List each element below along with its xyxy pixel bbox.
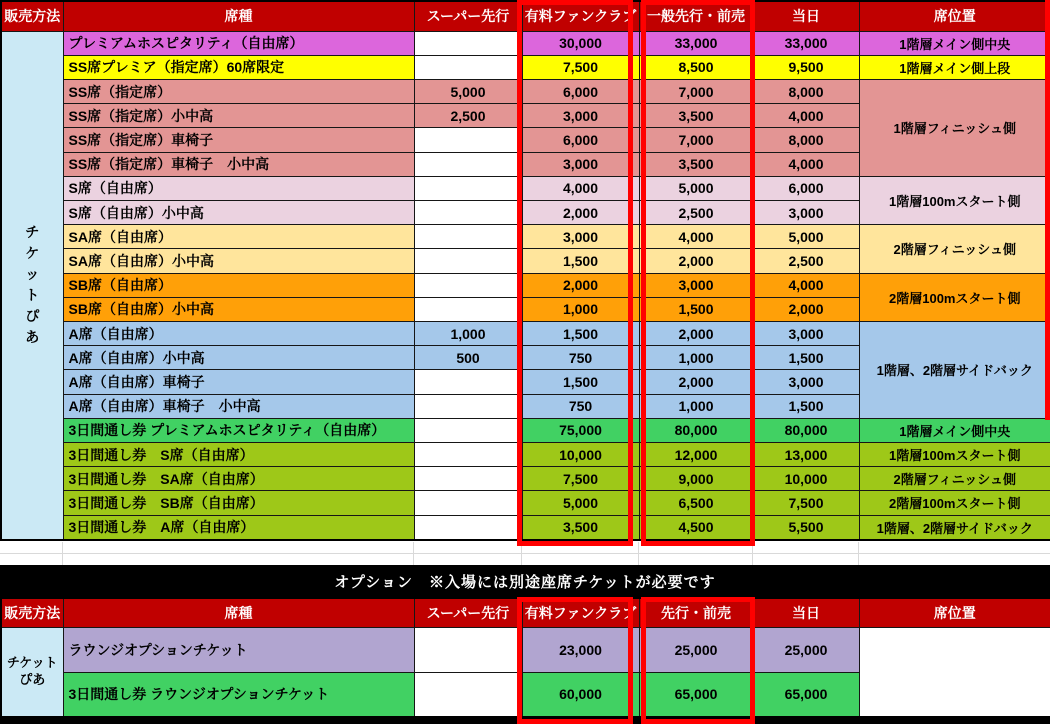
column-header: 有料ファンクラブ <box>522 598 639 627</box>
general-price-cell: 2,500 <box>639 200 753 224</box>
seat-type-cell: S席（自由席） <box>63 176 414 200</box>
seat-type-cell: 3日間通し券 プレミアムホスピタリティ（自由席） <box>63 418 414 442</box>
sales-method-label: チ ケ ッ ト ぴ あ <box>25 224 40 346</box>
fanclub-price-cell: 7,500 <box>522 55 639 79</box>
super-advance-cell <box>414 273 522 297</box>
seat-type-cell: SA席（自由席） <box>63 225 414 249</box>
sameday-price-cell: 25,000 <box>753 627 859 672</box>
column-header: 席種 <box>63 1 414 31</box>
sameday-price-cell: 4,000 <box>753 152 859 176</box>
super-advance-cell <box>414 128 522 152</box>
column-header: 販売方法 <box>1 598 63 627</box>
sameday-price-cell: 65,000 <box>753 672 859 717</box>
general-price-cell: 3,500 <box>639 104 753 128</box>
sameday-price-cell: 33,000 <box>753 31 859 55</box>
sameday-price-cell: 9,500 <box>753 55 859 79</box>
fanclub-price-cell: 6,000 <box>522 128 639 152</box>
super-advance-cell <box>414 55 522 79</box>
gridline <box>521 542 522 565</box>
general-price-cell: 2,000 <box>639 321 753 345</box>
sales-method-cell <box>1 31 63 540</box>
seat-location-cell: 2階層100mスタート側 <box>859 273 1050 321</box>
general-price-cell: 3,500 <box>639 152 753 176</box>
general-price-cell: 8,500 <box>639 55 753 79</box>
seat-type-cell: SB席（自由席） <box>63 273 414 297</box>
seat-type-cell: SS席（指定席） <box>63 79 414 103</box>
sales-method-cell <box>1 627 63 717</box>
column-header: 席位置 <box>859 1 1050 31</box>
seat-location-cell: 1階層メイン側上段 <box>859 55 1050 79</box>
column-header: 当日 <box>753 1 859 31</box>
sameday-price-cell: 3,000 <box>753 200 859 224</box>
general-price-cell: 1,000 <box>639 394 753 418</box>
general-price-cell: 65,000 <box>639 672 753 717</box>
seat-type-cell: A席（自由席）車椅子 小中高 <box>63 394 414 418</box>
general-price-cell: 4,000 <box>639 225 753 249</box>
seat-type-cell: 3日間通し券 S席（自由席） <box>63 442 414 466</box>
seat-type-cell: A席（自由席）小中高 <box>63 346 414 370</box>
seat-type-cell: SS席（指定席）車椅子 小中高 <box>63 152 414 176</box>
seat-location-cell: 2階層100mスタート側 <box>859 491 1050 515</box>
seat-type-cell: 3日間通し券 A席（自由席） <box>63 515 414 540</box>
fanclub-price-cell: 7,500 <box>522 467 639 491</box>
fanclub-price-cell: 60,000 <box>522 672 639 717</box>
super-advance-cell <box>414 297 522 321</box>
sameday-price-cell: 7,500 <box>753 491 859 515</box>
seat-location-cell: 1階層メイン側中央 <box>859 418 1050 442</box>
column-header: 一般先行・前売 <box>639 1 753 31</box>
sameday-price-cell: 5,500 <box>753 515 859 540</box>
seat-location-cell: 1階層、2階層サイドバック <box>859 515 1050 540</box>
sameday-price-cell: 6,000 <box>753 176 859 200</box>
sameday-price-cell: 2,500 <box>753 249 859 273</box>
seat-type-cell: 3日間通し券 SB席（自由席） <box>63 491 414 515</box>
seat-location-cell: 1階層100mスタート側 <box>859 442 1050 466</box>
bottom-black-strip <box>0 717 1050 724</box>
fanclub-price-cell: 23,000 <box>522 627 639 672</box>
general-price-cell: 7,000 <box>639 79 753 103</box>
seat-type-cell: A席（自由席） <box>63 321 414 345</box>
column-header: 当日 <box>753 598 859 627</box>
fanclub-price-cell: 30,000 <box>522 31 639 55</box>
super-advance-cell <box>414 442 522 466</box>
super-advance-cell <box>414 152 522 176</box>
seat-type-cell: SB席（自由席）小中高 <box>63 297 414 321</box>
fanclub-price-cell: 5,000 <box>522 491 639 515</box>
column-header: 先行・前売 <box>639 598 753 627</box>
sameday-price-cell: 8,000 <box>753 128 859 152</box>
fanclub-price-cell: 1,500 <box>522 370 639 394</box>
column-header: スーパー先行 <box>414 598 522 627</box>
sameday-price-cell: 2,000 <box>753 297 859 321</box>
sameday-price-cell: 5,000 <box>753 225 859 249</box>
super-advance-cell <box>414 672 522 717</box>
super-advance-cell <box>414 249 522 273</box>
sameday-price-cell: 3,000 <box>753 370 859 394</box>
super-advance-cell <box>414 370 522 394</box>
fanclub-price-cell: 750 <box>522 394 639 418</box>
seat-type-cell: S席（自由席）小中高 <box>63 200 414 224</box>
general-price-cell: 12,000 <box>639 442 753 466</box>
super-advance-cell: 2,500 <box>414 104 522 128</box>
general-price-cell: 5,000 <box>639 176 753 200</box>
gridline <box>858 542 859 565</box>
sameday-price-cell: 13,000 <box>753 442 859 466</box>
sameday-price-cell: 1,500 <box>753 394 859 418</box>
general-price-cell: 25,000 <box>639 627 753 672</box>
general-price-cell: 4,500 <box>639 515 753 540</box>
option-banner <box>0 565 1050 597</box>
fanclub-price-cell: 1,500 <box>522 321 639 345</box>
fanclub-price-cell: 2,000 <box>522 273 639 297</box>
gridline <box>0 553 1050 554</box>
sameday-price-cell: 80,000 <box>753 418 859 442</box>
fanclub-price-cell: 1,500 <box>522 249 639 273</box>
fanclub-price-cell: 3,000 <box>522 152 639 176</box>
seat-type-cell: 3日間通し券 ラウンジオプションチケット <box>63 672 414 717</box>
sameday-price-cell: 4,000 <box>753 273 859 297</box>
seat-type-cell: 3日間通し券 SA席（自由席） <box>63 467 414 491</box>
sales-method-label: チケットぴあ <box>6 655 58 688</box>
general-price-cell: 2,000 <box>639 249 753 273</box>
general-price-cell: 1,500 <box>639 297 753 321</box>
super-advance-cell: 500 <box>414 346 522 370</box>
right-edge-red-strip <box>1045 0 1050 420</box>
fanclub-price-cell: 4,000 <box>522 176 639 200</box>
seat-location-cell: 2階層フィニッシュ側 <box>859 467 1050 491</box>
gridline <box>413 542 414 565</box>
general-price-cell: 9,000 <box>639 467 753 491</box>
super-advance-cell <box>414 394 522 418</box>
option-price-table <box>0 597 1050 718</box>
seat-location-cell: 1階層100mスタート側 <box>859 176 1050 224</box>
fanclub-price-cell: 2,000 <box>522 200 639 224</box>
column-header: 有料ファンクラブ <box>522 1 639 31</box>
general-price-cell: 2,000 <box>639 370 753 394</box>
general-price-cell: 6,500 <box>639 491 753 515</box>
column-header: 席種 <box>63 598 414 627</box>
gridline <box>638 542 639 565</box>
super-advance-cell <box>414 418 522 442</box>
seat-location-cell: 1階層メイン側中央 <box>859 31 1050 55</box>
fanclub-price-cell: 75,000 <box>522 418 639 442</box>
sameday-price-cell: 8,000 <box>753 79 859 103</box>
seat-type-cell: SS席（指定席）車椅子 <box>63 128 414 152</box>
general-price-cell: 33,000 <box>639 31 753 55</box>
super-advance-cell: 5,000 <box>414 79 522 103</box>
super-advance-cell <box>414 491 522 515</box>
seat-type-cell: SS席プレミア（指定席）60席限定 <box>63 55 414 79</box>
column-header: 席位置 <box>859 598 1050 627</box>
gridline <box>752 542 753 565</box>
column-header: 販売方法 <box>1 1 63 31</box>
seat-type-cell: プレミアムホスピタリティ（自由席） <box>63 31 414 55</box>
seat-type-cell: SS席（指定席）小中高 <box>63 104 414 128</box>
general-price-cell: 1,000 <box>639 346 753 370</box>
super-advance-cell <box>414 467 522 491</box>
seat-location-cell: 2階層フィニッシュ側 <box>859 225 1050 273</box>
seat-type-cell: ラウンジオプションチケット <box>63 627 414 672</box>
seat-type-cell: A席（自由席）車椅子 <box>63 370 414 394</box>
sameday-price-cell: 3,000 <box>753 321 859 345</box>
sameday-price-cell: 4,000 <box>753 104 859 128</box>
super-advance-cell <box>414 627 522 672</box>
fanclub-price-cell: 3,000 <box>522 104 639 128</box>
seat-location-cell <box>859 627 1050 717</box>
super-advance-cell: 1,000 <box>414 321 522 345</box>
fanclub-price-cell: 1,000 <box>522 297 639 321</box>
super-advance-cell <box>414 31 522 55</box>
column-header: スーパー先行 <box>414 1 522 31</box>
seat-type-cell: SA席（自由席）小中高 <box>63 249 414 273</box>
fanclub-price-cell: 750 <box>522 346 639 370</box>
fanclub-price-cell: 3,500 <box>522 515 639 540</box>
option-banner-text: オプション ※入場には別途座席チケットが必要です <box>334 573 716 591</box>
fanclub-price-cell: 3,000 <box>522 225 639 249</box>
general-price-cell: 3,000 <box>639 273 753 297</box>
super-advance-cell <box>414 176 522 200</box>
super-advance-cell <box>414 200 522 224</box>
sameday-price-cell: 1,500 <box>753 346 859 370</box>
seat-location-cell: 1階層フィニッシュ側 <box>859 79 1050 176</box>
general-price-cell: 7,000 <box>639 128 753 152</box>
general-price-cell: 80,000 <box>639 418 753 442</box>
fanclub-price-cell: 6,000 <box>522 79 639 103</box>
gridline <box>62 542 63 565</box>
fanclub-price-cell: 10,000 <box>522 442 639 466</box>
super-advance-cell <box>414 225 522 249</box>
seat-location-cell: 1階層、2階層サイドバック <box>859 321 1050 418</box>
super-advance-cell <box>414 515 522 540</box>
sameday-price-cell: 10,000 <box>753 467 859 491</box>
